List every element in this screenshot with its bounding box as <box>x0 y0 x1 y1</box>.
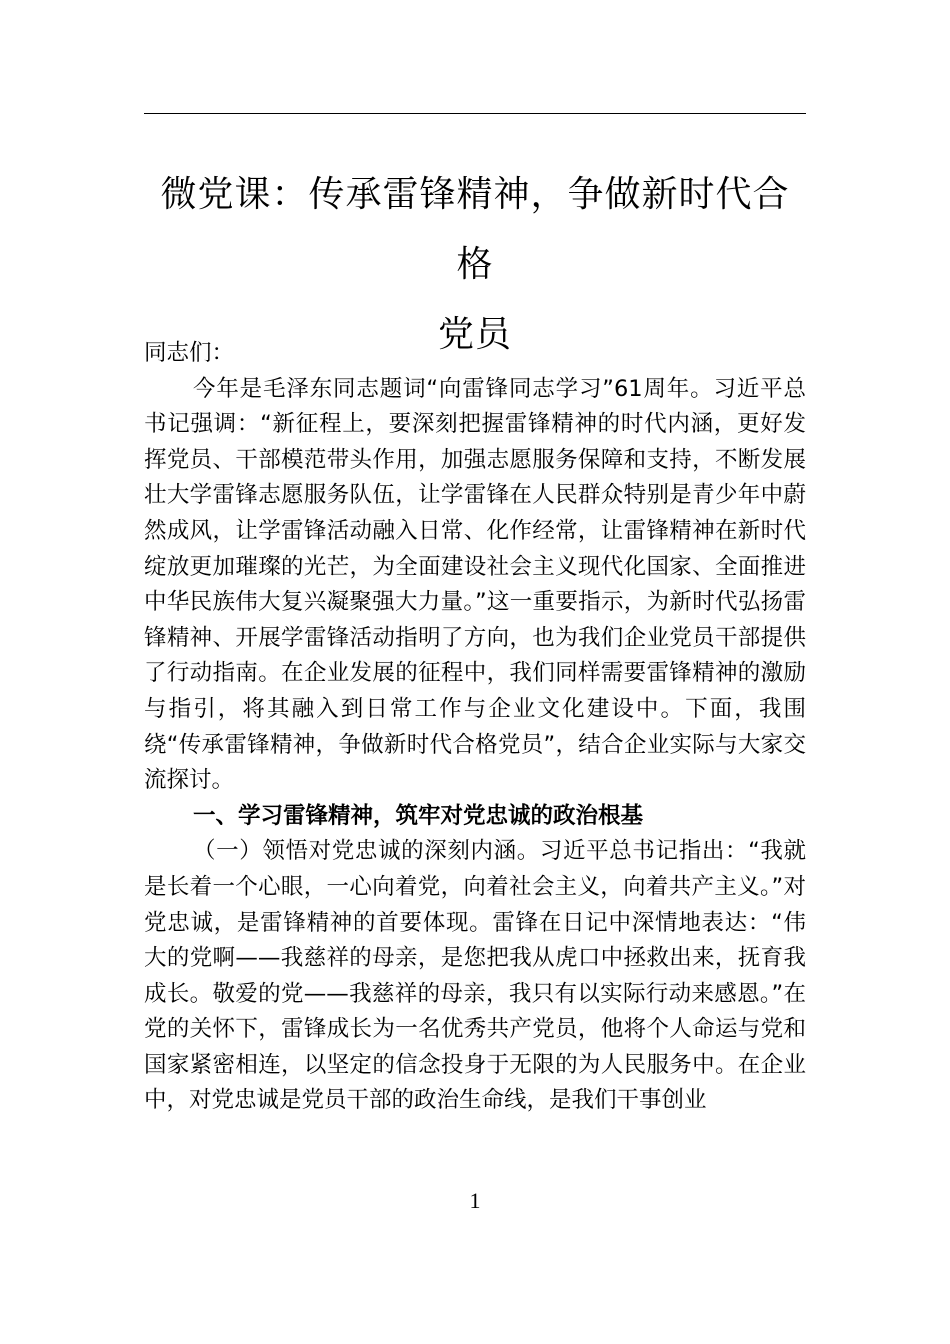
page-number: 1 <box>469 1188 481 1213</box>
header-rule <box>144 113 806 114</box>
document-body <box>144 336 806 1119</box>
title-line-2: 党员 <box>437 314 512 355</box>
subsection-paragraph: （一）领悟对党忠诚的深刻内涵。习近平总书记指出：“我就是长着一个心眼，一心向着党，向着社会主义，向着共产主义。”对党忠诚，是雷锋精神的首要体现。雷锋在日记中深情地表达：“伟大的党啊——我慈祥的母亲，是您把我从虎口中拯救出来，抚育我成长。敬爱的党——我慈祥的母亲，我只有以实际行动来感恩。”在党的关怀下，雷锋成长为一名优秀共产党员，他将个人命运与党和国家紧密相连，以坚定的信念投身于无限的为人民服务中。在企业中，对党忠诚是党员干部的政治生命线，是我们干事创业 <box>144 838 806 1114</box>
salutation: 同志们： <box>144 340 235 366</box>
title-line-1: 微党课：传承雷锋精神，争做新时代合格 <box>160 174 790 285</box>
intro-paragraph: 今年是毛泽东同志题词“向雷锋同志学习”61周年。习近平总书记强调：“新征程上，要深刻把握雷锋精神的时代内涵，更好发挥党员、干部模范带头作用，加强志愿服务保障和支持，不断发展壮大学雷锋志愿服务队伍，让学雷锋在人民群众特别是青少年中蔚然成风，让学雷锋活动融入日常、化作经常，让雷锋精神在新时代绽放更加璀璨的光芒，为全面建设社会主义现代化国家、全面推进中华民族伟大复兴凝聚强大力量。”这一重要指示，为新时代弘扬雷锋精神、开展学雷锋活动指明了方向，也为我们企业党员干部提供了行动指南。在企业发展的征程中，我们同样需要雷锋精神的激励与指引，将其融入到日常工作与企业文化建设中。下面，我围绕“传承雷锋精神，争做新时代合格党员”，结合企业实际与大家交流探讨。 <box>144 375 806 794</box>
section-heading: 一、学习雷锋精神，筑牢对党忠诚的政治根基 <box>193 802 644 829</box>
